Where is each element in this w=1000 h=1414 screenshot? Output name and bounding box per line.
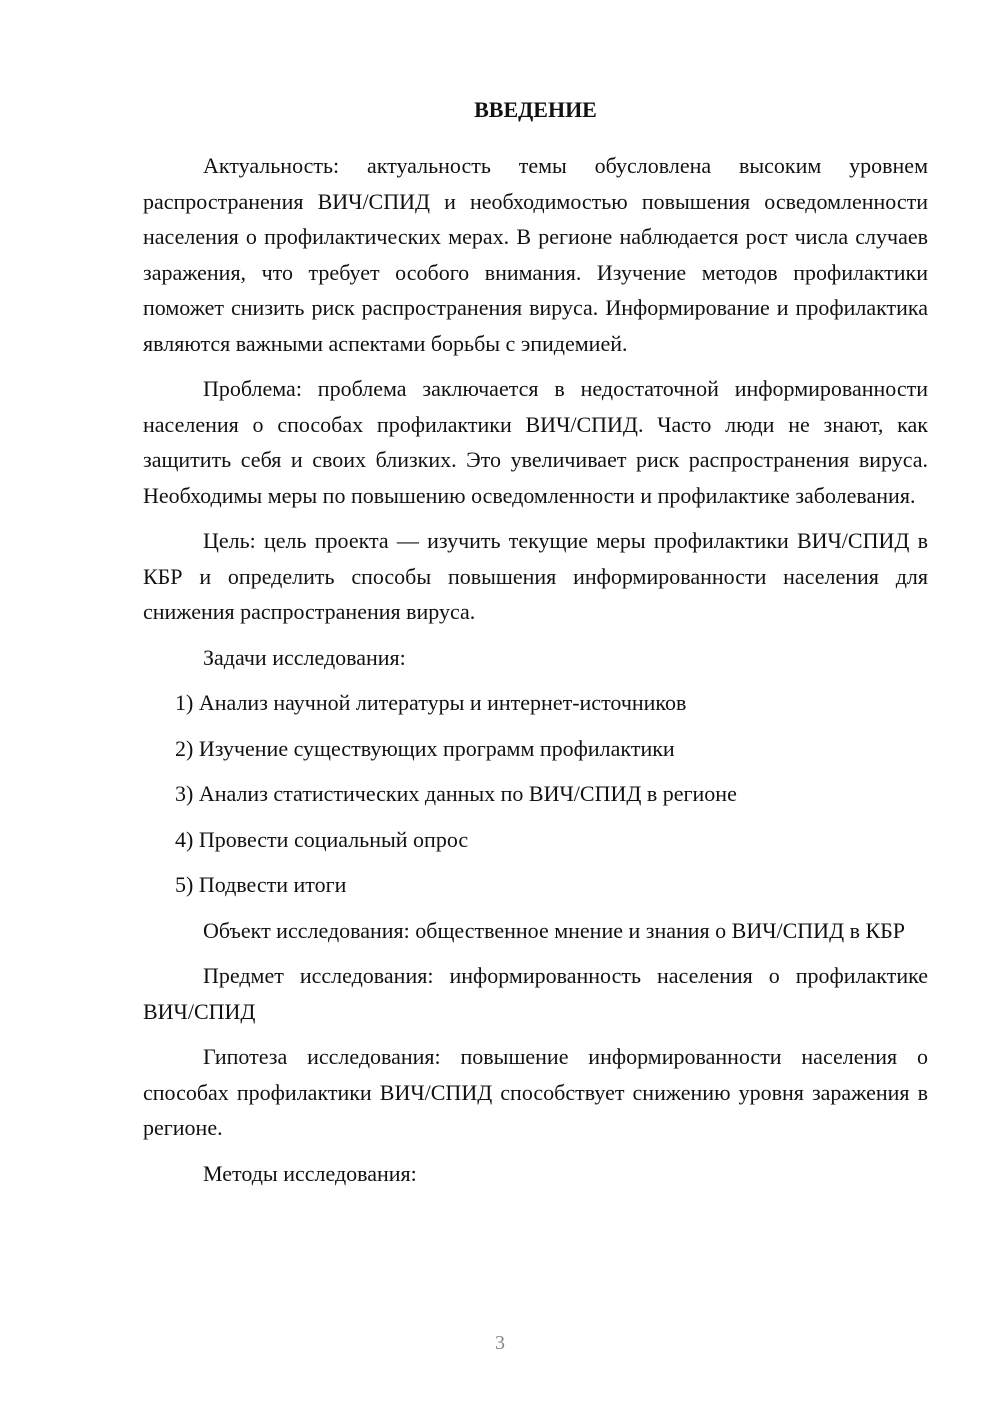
paragraph-hypothesis: Гипотеза исследования: повышение информированности населения о способах профилактики ВИЧ/СПИД способствует снижению уровня заражения в регионе. <box>143 1044 928 1140</box>
list-item: 4) Провести социальный опрос <box>175 826 469 852</box>
list-item: 5) Подвести итоги <box>175 872 347 897</box>
paragraph-object: Объект исследования: общественное мнение и знания о ВИЧ/СПИД в КБР <box>203 917 906 943</box>
tasks-list <box>143 685 928 903</box>
section-heading: ВВЕДЕНИЕ <box>474 97 597 122</box>
paragraph-methods-heading: Методы исследования: <box>203 1160 417 1186</box>
paragraph-subject: Предмет исследования: информированность населения о профилактике ВИЧ/СПИД <box>143 963 928 1024</box>
page-number: 3 <box>495 1332 505 1354</box>
paragraph-goal: Цель: цель проекта — изучить текущие меры профилактики ВИЧ/СПИД в КБР и определить способы повышения информированности населения для снижения распространения вируса. <box>143 528 928 624</box>
paragraph-tasks-heading: Задачи исследования: <box>203 644 406 670</box>
list-item: 3) Анализ статистических данных по ВИЧ/СПИД в регионе <box>175 781 737 806</box>
paragraph-relevance: Актуальность: актуальность темы обусловлена высоким уровнем распространения ВИЧ/СПИД и необходимостью повышения осведомленности населения о профилактических мерах. В регионе наблюдается рост числа случаев заражения, что требует особого внимания. Изучение методов профилактики поможет снизить риск распространения вируса. Информирование и профилактика являются важными аспектами борьбы с эпидемией. <box>143 153 928 356</box>
list-item: 2) Изучение существующих программ профилактики <box>175 735 675 761</box>
list-item: 1) Анализ научной литературы и интернет-источников <box>175 690 687 715</box>
paragraph-problem: Проблема: проблема заключается в недостаточной информированности населения о способах профилактики ВИЧ/СПИД. Часто люди не знают, как защитить себя и своих близких. Это увеличивает риск распространения вируса. Необходимы меры по повышению осведомленности и профилактике заболевания. <box>143 376 928 508</box>
page-content <box>143 92 928 1201</box>
